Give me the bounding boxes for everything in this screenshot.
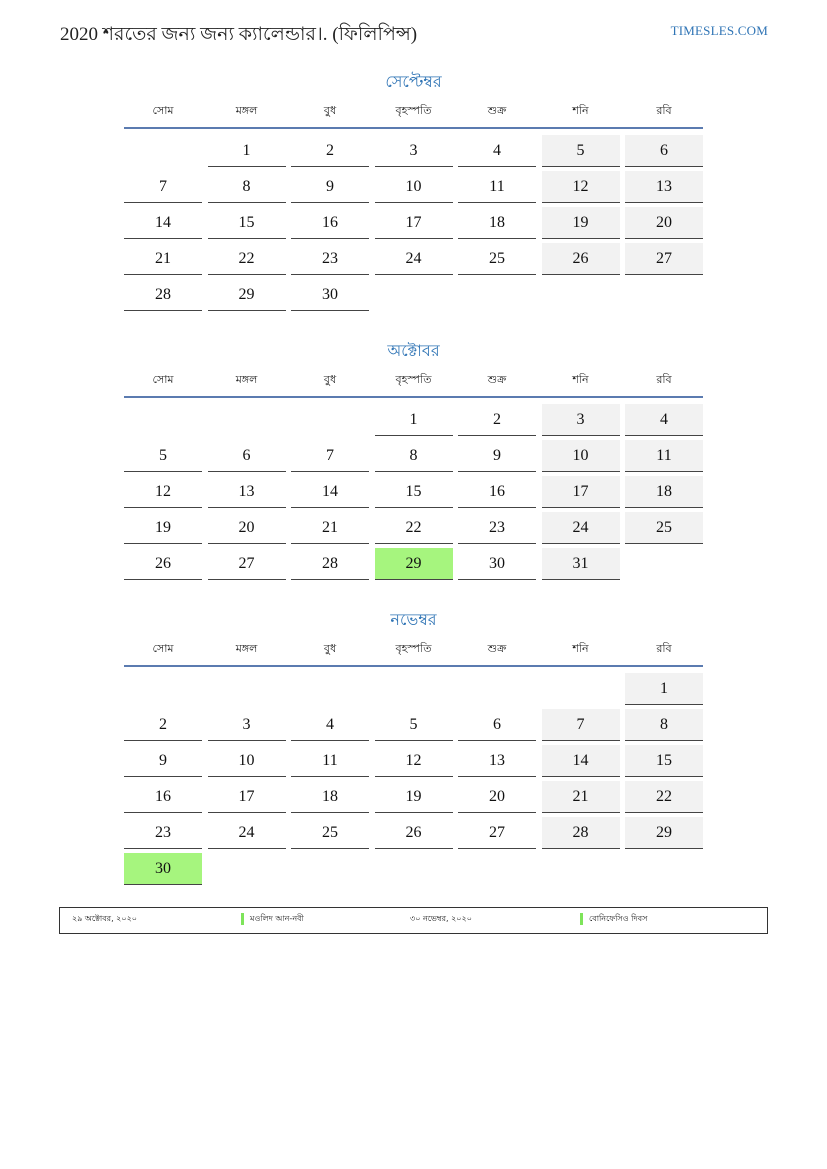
- day-cell: 4: [291, 709, 369, 741]
- weekday-label: শুক্র: [487, 373, 507, 386]
- day-cell: 11: [458, 171, 536, 203]
- day-cell: 7: [124, 171, 202, 203]
- weekday-label: বৃহস্পতি: [395, 373, 432, 386]
- weekday-label: বৃহস্পতি: [395, 104, 432, 117]
- day-cell: 14: [124, 207, 202, 239]
- day-cell: 6: [458, 709, 536, 741]
- weekday-header-row: [124, 641, 703, 667]
- weekday-label: সোম: [152, 373, 174, 386]
- day-cell: 1: [208, 135, 286, 167]
- day-cell: 5: [375, 709, 453, 741]
- weekday-label: রবি: [656, 642, 672, 655]
- month-title: নভেম্বর: [390, 610, 437, 629]
- day-cell: 12: [375, 745, 453, 777]
- holiday-legend: [59, 907, 768, 934]
- day-cell: 9: [458, 440, 536, 472]
- day-cell: 2: [124, 709, 202, 741]
- day-cell: 11: [625, 440, 703, 472]
- weekday-label: বুধ: [323, 104, 337, 117]
- legend-holiday-name: বোনিফেসিও দিবস: [589, 914, 648, 923]
- day-cell: 30: [458, 548, 536, 580]
- day-cell: 6: [625, 135, 703, 167]
- weekday-label: সোম: [152, 642, 174, 655]
- weekday-label: বুধ: [323, 373, 337, 386]
- day-cell: 27: [458, 817, 536, 849]
- weekday-label: রবি: [656, 373, 672, 386]
- day-cell: 19: [375, 781, 453, 813]
- day-cell: 20: [458, 781, 536, 813]
- day-cell: 9: [124, 745, 202, 777]
- day-cell: 12: [124, 476, 202, 508]
- day-cell: 25: [625, 512, 703, 544]
- day-cell: 30: [291, 279, 369, 311]
- day-cell: 17: [375, 207, 453, 239]
- day-cell: 13: [208, 476, 286, 508]
- legend-holiday-name: মওলিদ আন-নবী: [250, 914, 304, 923]
- day-cell: 1: [375, 404, 453, 436]
- day-cell: 11: [291, 745, 369, 777]
- weekday-label: রবি: [656, 104, 672, 117]
- holiday-marker: [241, 913, 244, 925]
- day-cell: 27: [625, 243, 703, 275]
- page-header: [60, 18, 768, 48]
- day-cell: 28: [291, 548, 369, 580]
- day-cell: 21: [291, 512, 369, 544]
- weekday-label: মঙ্গল: [235, 642, 258, 655]
- day-cell: 8: [375, 440, 453, 472]
- day-cell: 19: [542, 207, 620, 239]
- day-cell: 18: [625, 476, 703, 508]
- day-cell: 10: [542, 440, 620, 472]
- day-cell: 13: [625, 171, 703, 203]
- day-cell: 17: [208, 781, 286, 813]
- day-cell: 24: [542, 512, 620, 544]
- day-cell: 9: [291, 171, 369, 203]
- day-cell: 3: [375, 135, 453, 167]
- weekday-header-row: [124, 103, 703, 129]
- holiday-marker: [580, 913, 583, 925]
- day-cell: 22: [625, 781, 703, 813]
- day-cell: 15: [375, 476, 453, 508]
- weekday-label: শনি: [572, 642, 589, 655]
- day-cell: 28: [542, 817, 620, 849]
- day-cell: 10: [208, 745, 286, 777]
- weekday-label: মঙ্গল: [235, 373, 258, 386]
- weekday-label: মঙ্গল: [235, 104, 258, 117]
- day-cell: 5: [124, 440, 202, 472]
- day-cell: 8: [625, 709, 703, 741]
- day-cell: 17: [542, 476, 620, 508]
- legend-date: ৩০ নভেম্বর, ২০২০: [410, 914, 472, 923]
- day-cell: 13: [458, 745, 536, 777]
- weekday-label: শুক্র: [487, 104, 507, 117]
- day-cell: 21: [124, 243, 202, 275]
- month-title: অক্টোবর: [387, 341, 440, 360]
- day-cell: 24: [208, 817, 286, 849]
- site-link[interactable]: TIMESLES.COM: [670, 23, 768, 38]
- day-cell: 23: [291, 243, 369, 275]
- day-cell: 29: [625, 817, 703, 849]
- weekday-label: শনি: [572, 373, 589, 386]
- weekday-label: সোম: [152, 104, 174, 117]
- day-cell: 26: [375, 817, 453, 849]
- day-cell: 14: [542, 745, 620, 777]
- weekday-label: শুক্র: [487, 642, 507, 655]
- day-cell: 16: [124, 781, 202, 813]
- day-cell: 4: [625, 404, 703, 436]
- day-cell: 10: [375, 171, 453, 203]
- month-title: সেপ্টেম্বর: [385, 72, 442, 91]
- weekday-header-row: [124, 372, 703, 398]
- holiday-day-cell: 30: [124, 853, 202, 885]
- page-title: 2020 শরতের জন্য জন্য ক্যালেন্ডার।. (ফিলিপিন্স): [60, 24, 418, 45]
- day-cell: 22: [208, 243, 286, 275]
- day-cell: 27: [208, 548, 286, 580]
- day-cell: 16: [458, 476, 536, 508]
- day-cell: 12: [542, 171, 620, 203]
- day-cell: 25: [458, 243, 536, 275]
- weekday-label: বুধ: [323, 642, 337, 655]
- day-cell: 7: [542, 709, 620, 741]
- day-cell: 5: [542, 135, 620, 167]
- day-cell: 14: [291, 476, 369, 508]
- day-cell: 19: [124, 512, 202, 544]
- day-cell: 24: [375, 243, 453, 275]
- day-cell: 3: [208, 709, 286, 741]
- weekday-label: শনি: [572, 104, 589, 117]
- day-cell: 29: [208, 279, 286, 311]
- day-cell: 4: [458, 135, 536, 167]
- day-cell: 18: [291, 781, 369, 813]
- day-cell: 2: [291, 135, 369, 167]
- day-cell: 3: [542, 404, 620, 436]
- day-cell: 15: [625, 745, 703, 777]
- day-cell: 28: [124, 279, 202, 311]
- legend-date: ২৯ অক্টোবর, ২০২০: [72, 914, 137, 923]
- day-cell: 16: [291, 207, 369, 239]
- day-cell: 1: [625, 673, 703, 705]
- day-cell: 20: [625, 207, 703, 239]
- day-cell: 23: [124, 817, 202, 849]
- day-cell: 6: [208, 440, 286, 472]
- day-cell: 21: [542, 781, 620, 813]
- day-cell: 8: [208, 171, 286, 203]
- day-cell: 7: [291, 440, 369, 472]
- day-cell: 15: [208, 207, 286, 239]
- holiday-day-cell: 29: [375, 548, 453, 580]
- day-cell: 18: [458, 207, 536, 239]
- weekday-label: বৃহস্পতি: [395, 642, 432, 655]
- day-cell: 23: [458, 512, 536, 544]
- day-cell: 26: [124, 548, 202, 580]
- day-cell: 26: [542, 243, 620, 275]
- day-cell: 25: [291, 817, 369, 849]
- day-cell: 2: [458, 404, 536, 436]
- day-cell: 20: [208, 512, 286, 544]
- day-cell: 31: [542, 548, 620, 580]
- day-cell: 22: [375, 512, 453, 544]
